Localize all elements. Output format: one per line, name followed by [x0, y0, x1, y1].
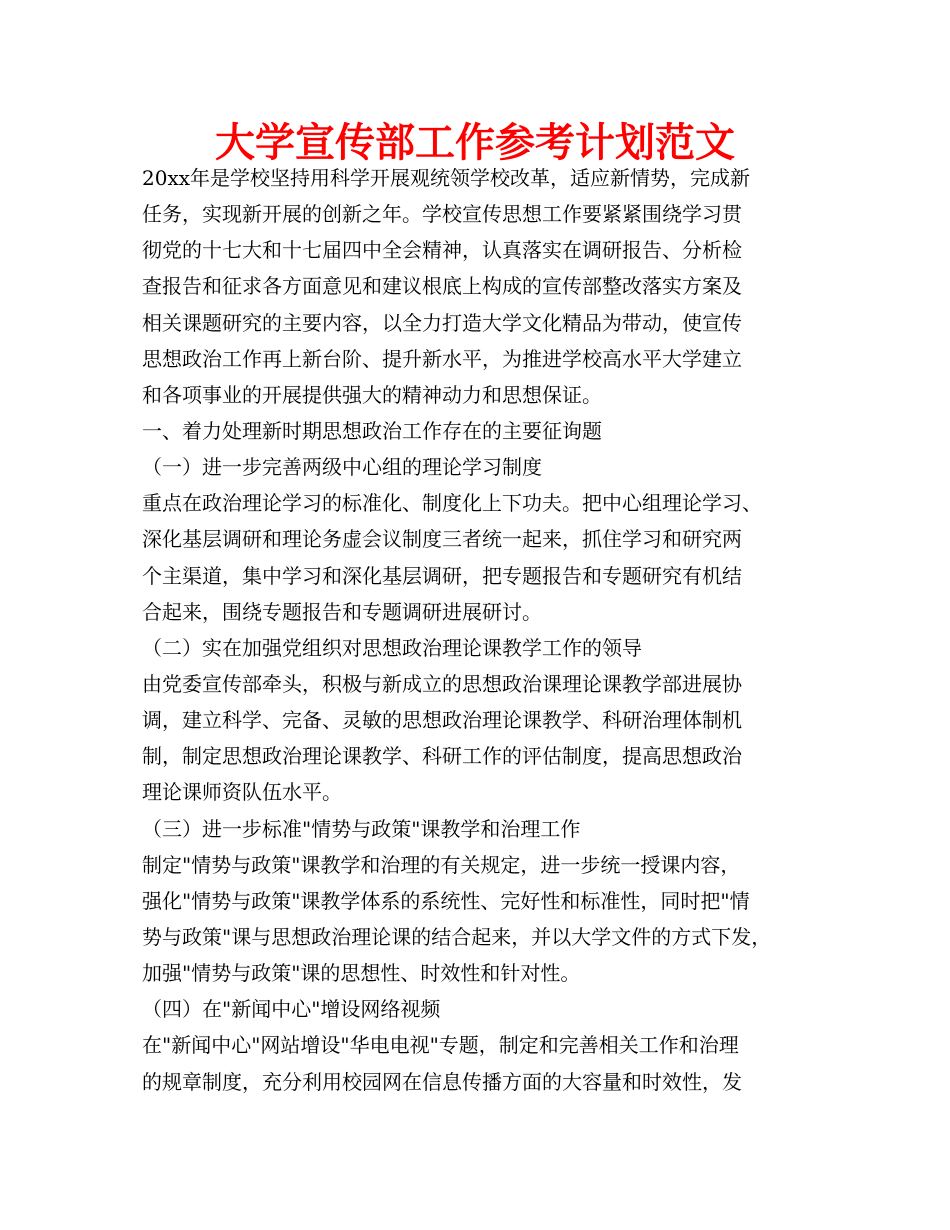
body-line: 20xx年是学校坚持用科学开展观统领学校改革，适应新情势，完成新	[142, 166, 751, 190]
body-line: 个主渠道，集中学习和深化基层调研，把专题报告和专题研究有机结	[142, 563, 742, 588]
body-line: 和各项事业的开展提供强大的精神动力和思想保证。	[142, 382, 602, 407]
body-line: 任务，实现新开展的创新之年。学校宣传思想工作要紧紧围绕学习贯	[142, 202, 742, 227]
body-line: 制定"情势与政策"课教学和治理的有关规定，进一步统一授课内容，	[142, 852, 741, 877]
body-line: 加强"情势与政策"课的思想性、时效性和针对性。	[142, 961, 581, 986]
body-line: 强化"情势与政策"课教学体系的系统性、完好性和标准性，同时把"情	[142, 888, 750, 913]
subsection-heading: （三）进一步标准"情势与政策"课教学和治理工作	[142, 816, 581, 841]
document-body	[142, 160, 822, 1100]
body-line: 合起来，围绕专题报告和专题调研进展研讨。	[142, 599, 542, 624]
body-line: 的规章制度，充分利用校园网在信息传播方面的大容量和时效性，发	[142, 1069, 742, 1094]
body-line: 查报告和征求各方面意见和建议根底上构成的宣传部整改落实方案及	[142, 274, 742, 299]
body-line: 思想政治工作再上新台阶、提升新水平，为推进学校高水平大学建立	[142, 346, 742, 371]
body-line: 势与政策"课与思想政治理论课的结合起来，并以大学文件的方式下发，	[142, 924, 772, 949]
body-line: 深化基层调研和理论务虚会议制度三者统一起来，抓住学习和研究两	[142, 527, 742, 552]
subsection-heading: （二）实在加强党组织对思想政治理论课教学工作的领导	[142, 635, 642, 660]
body-line: 制，制定思想政治理论课教学、科研工作的评估制度，提高思想政治	[142, 744, 742, 769]
body-line: 在"新闻中心"网站增设"华电电视"专题，制定和完善相关工作和治理	[142, 1033, 739, 1058]
subsection-heading: （四）在"新闻中心"增设网络视频	[142, 997, 441, 1022]
body-line: 理论课师资队伍水平。	[142, 780, 342, 805]
body-line: 由党委宣传部牵头，积极与新成立的思想政治课理论课教学部进展协	[142, 671, 742, 696]
body-line: 调，建立科学、完备、灵敏的思想政治理论课教学、科研治理体制机	[142, 708, 742, 733]
subsection-heading: （一）进一步完善两级中心组的理论学习制度	[142, 455, 542, 480]
document-title: 大学宣传部工作参考计划范文	[215, 120, 735, 166]
body-line: 重点在政治理论学习的标准化、制度化上下功夫。把中心组理论学习、	[142, 491, 762, 516]
body-line: 彻党的十七大和十七届四中全会精神，认真落实在调研报告、分析检	[142, 238, 742, 263]
section-heading: 一、着力处理新时期思想政治工作存在的主要征询题	[142, 418, 602, 443]
body-line: 相关课题研究的主要内容，以全力打造大学文化精品为带动，使宣传	[142, 310, 742, 335]
